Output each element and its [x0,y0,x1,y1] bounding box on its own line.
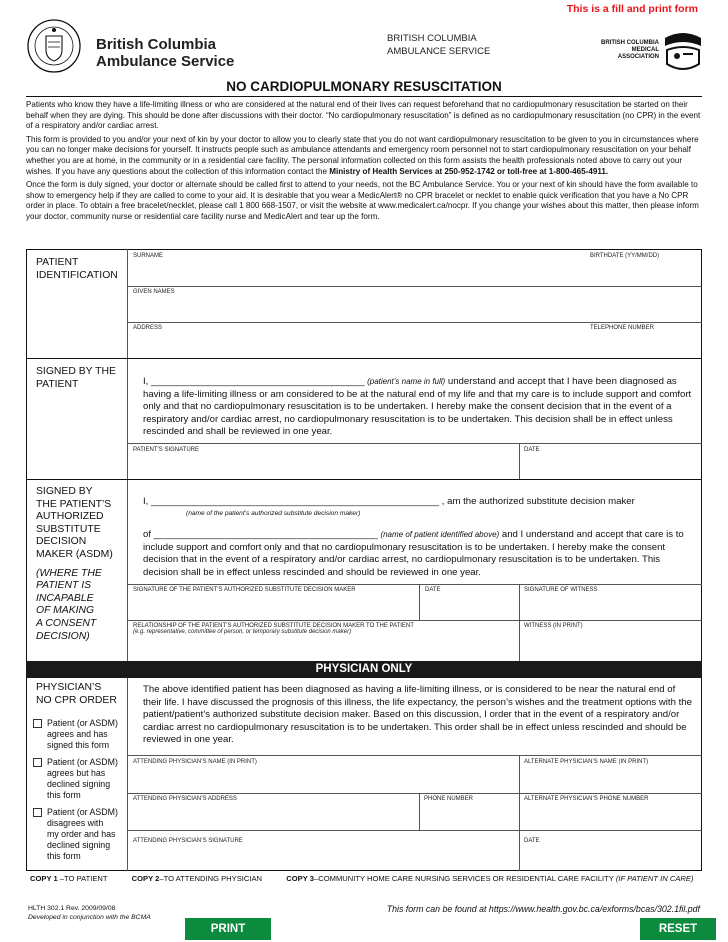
intro-text [26,100,702,223]
asdm-line-1: I, ______________________________________________________ , am the authorized substitute decision maker [143,496,635,507]
address-field[interactable]: ADDRESS [133,325,163,331]
bcma-logo: BRITISH COLUMBIA MEDICAL ASSOCIATION [597,28,707,76]
alternate-name-field[interactable]: ALTERNATE PHYSICIAN’S NAME (IN PRINT) [524,759,649,765]
witness-signature-field[interactable]: SIGNATURE OF WITNESS [524,587,598,593]
attending-address-field[interactable]: ATTENDING PHYSICIAN’S ADDRESS [133,796,237,802]
form-id: HLTH 302.1 Rev. 2009/09/08 Developed in conjunction with the BCMA [28,905,151,921]
patient-signature-field[interactable]: PATIENT’S SIGNATURE [133,447,200,453]
option-agrees-declined-checkbox[interactable] [33,758,42,767]
physician-order-text: The above identified patient has been diagnosed as having a life-limiting illness, or is considered to be near the natural end of their life. I have discussed the prognosis of this illness, the life expectancy, the person’s wishes and the treatment options with the patient/patient’s authorized substitute decision maker. Based on this discussion, I order that in the event of a respiratory and/or cardiac arrest no cardiopulmonary resuscitation is to be undertaken. This order shall be in effect unless rescinded and should be reviewed in one year. [143,684,692,746]
form-title: NO CARDIOPULMONARY RESUSCITATION [226,79,502,94]
relationship-field[interactable]: RELATIONSHIP OF THE PATIENT’S AUTHORIZED SUBSTITUTE DECISION MAKER TO THE PATIENT (e.g. representative, committee of person, or temporary substitute decision maker) [133,623,414,635]
option-disagrees-checkbox[interactable] [33,808,42,817]
phone-field[interactable]: PHONE NUMBER [424,796,474,802]
print-button[interactable]: PRINT [185,918,271,940]
signed-by-patient-label: SIGNED BY THE PATIENT [36,366,116,390]
attending-signature-field[interactable]: ATTENDING PHYSICIAN’S SIGNATURE [133,838,243,844]
center-org-name: BRITISH COLUMBIA AMBULANCE SERVICE [387,33,491,57]
fill-print-banner: This is a fill and print form [566,3,698,15]
asdm-date-field[interactable]: DATE [425,587,441,593]
patient-id-label: PATIENT IDENTIFICATION [36,257,118,281]
option-agrees-signed-label: Patient (or ASDM) agrees and has signed this form [47,718,118,750]
intro-paragraph-2: This form is provided to you and/or your next of kin by your doctor to allow you to clearly state that you do not want cardiopulmonary resuscitation to be given to you in circumstances where you can no longer make decisions for yourself. It instructs people such as ambulance attendants and emergency room personnel not to start cardiopulmonary resuscitation on your behalf whether you are at home, in the community or in a residential care facility. The personal information collected on this form assists the health professionals noted above to carry out your wishes. If you have any questions about the collection of this information contact the Ministry of Health Services at 250-952-1742 or toll-free at 1-800-465-4911. [26,134,699,176]
surname-field[interactable]: SURNAME [133,253,164,259]
patient-date-field[interactable]: DATE [524,447,540,453]
bcas-crest-logo [26,18,82,74]
birthdate-field[interactable]: BIRTHDATE (YY/MM/DD) [590,253,660,259]
org-name: British Columbia Ambulance Service [96,36,235,70]
asdm-name-note: (name of the patient’s authorized substitute decision maker) [186,510,361,517]
reset-button[interactable]: RESET [640,918,716,940]
intro-paragraph-1: Patients who know they have a life-limiting illness or who are considered at the natural end of their lives can request beforehand that no cardiopulmonary resuscitation be started on their behalf when they are dying. This should be done after discussions with their doctor. “No cardiopulmonary resuscitation” is defined as no cardiopulmonary resuscitation (no CPR) in the event of a respiratory and/or cardiac arrest. [26,100,701,131]
option-agrees-signed-checkbox[interactable] [33,719,42,728]
form-url-note: This form can be found at https://www.health.gov.bc.ca/exforms/bcas/302.1fil.pdf [386,904,700,914]
patient-consent-text: I, ________________________________________ (patient’s name in full) understand and accept that I have been diagnosed as having a life-limiting illness or am considered to be at the natural end of my life and that my care is to include support and comfort only and that no cardiopulmonary resuscitation is to be undertaken. I hereby make the consent decision that in the event of a respiratory and/or cardiac arrest, no cardiopulmonary resuscitation is to be undertaken. This decision shall be in effect unless rescinded and shall be reviewed in one year. [143,376,692,438]
given-names-field[interactable]: GIVEN NAMES [133,289,175,295]
asdm-label: SIGNED BY THE PATIENT’S AUTHORIZED SUBSTITUTE DECISION MAKER (ASDM) (WHERE THE PATIENT IS INCAPABLE OF MAKING A CONSENT DECISION) [36,486,113,642]
telephone-field[interactable]: TELEPHONE NUMBER [590,325,655,331]
asdm-consent-text: of __________________________________________ (name of patient identified above) and I understand and accept that care is to include support and comfort only and that no cardiopulmonary resuscitation is to be undertaken. I hereby make the consent decision that in the event of a respiratory and/or cardiac arrest, no cardiopulmonary resuscitation is to be undertaken. This decision shall be in effect unless rescinded and should be reviewed in one year. [143,529,684,578]
option-disagrees-label: Patient (or ASDM) disagrees with my order and has declined signing this form [47,807,118,861]
option-agrees-declined-label: Patient (or ASDM) agrees but has declined signing this form [47,757,118,800]
alternate-phone-field[interactable]: ALTERNATE PHYSICIAN’S PHONE NUMBER [524,796,649,802]
physician-only-header: PHYSICIAN ONLY [26,661,702,678]
copies-distribution: COPY 1 –TO PATIENT COPY 2–TO ATTENDING PHYSICIAN COPY 3–COMMUNITY HOME CARE NURSING SERVICES OR RESIDENTIAL CARE FACILITY (IF PATIENT IN CARE) [30,874,694,883]
witness-print-field[interactable]: WITNESS (IN PRINT) [524,623,583,629]
physician-label: PHYSICIAN’S NO CPR ORDER [36,682,117,706]
intro-paragraph-3: Once the form is duly signed, your doctor or alternate should be called first to attend to your needs, not the BC Ambulance Service. You or your next of kin should have the form available to show to emergency help if they are called to come to your aid. It is desirable that you wear a MedicAlert® no CPR bracelet or necklet to enable quick verification that you have a No CPR order in place. To obtain a free bracelet/necklet, please call 1 800 668-1507, or visit the website at www.medicalert.ca/nocpr. If you change your wishes about this matter, then please inform your doctor, community nurse or residential care facility nurse and MedicAlert and tear up the form. [26,180,699,221]
asdm-signature-field[interactable]: SIGNATURE OF THE PATIENT’S AUTHORIZED SUBSTITUTE DECISION MAKER [133,587,356,593]
attending-name-field[interactable]: ATTENDING PHYSICIAN’S NAME (IN PRINT) [133,759,257,765]
physician-date-field[interactable]: DATE [524,838,540,844]
